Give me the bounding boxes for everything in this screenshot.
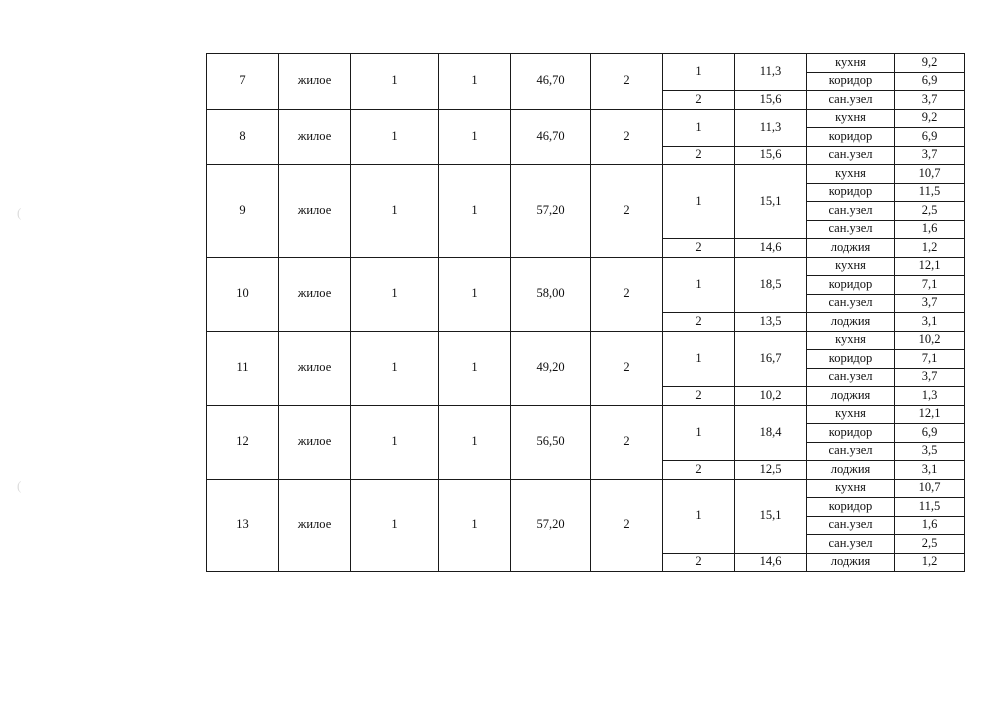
cell-room-number: 1 xyxy=(663,109,735,146)
cell-aux-room-area: 3,7 xyxy=(895,91,965,110)
cell-room-area: 11,3 xyxy=(735,54,807,91)
cell-aux-room-area: 1,3 xyxy=(895,387,965,406)
cell-unit-number: 11 xyxy=(207,331,279,405)
cell-aux-room-name: кухня xyxy=(807,54,895,73)
cell-total-area: 56,50 xyxy=(511,405,591,479)
cell-total-area: 57,20 xyxy=(511,479,591,572)
cell-room-number: 1 xyxy=(663,165,735,239)
cell-aux-room-name: сан.узел xyxy=(807,146,895,165)
scan-artifact-mark: ( xyxy=(17,205,22,220)
cell-level: 1 xyxy=(439,479,511,572)
cell-aux-room-name: коридор xyxy=(807,424,895,443)
cell-aux-room-area: 3,1 xyxy=(895,461,965,480)
cell-room-number: 2 xyxy=(663,461,735,480)
apartment-specification-table xyxy=(206,53,965,572)
cell-room-area: 15,1 xyxy=(735,479,807,553)
table-row xyxy=(207,109,965,128)
cell-aux-room-name: коридор xyxy=(807,72,895,91)
cell-aux-room-area: 6,9 xyxy=(895,424,965,443)
cell-purpose: жилое xyxy=(279,54,351,110)
cell-floor-count: 1 xyxy=(351,331,439,405)
cell-rooms-count: 2 xyxy=(591,479,663,572)
cell-room-number: 2 xyxy=(663,387,735,406)
cell-aux-room-area: 3,7 xyxy=(895,368,965,387)
cell-room-number: 2 xyxy=(663,553,735,572)
document-sheet xyxy=(206,53,964,572)
cell-room-area: 11,3 xyxy=(735,109,807,146)
cell-room-number: 1 xyxy=(663,479,735,553)
cell-aux-room-area: 3,7 xyxy=(895,294,965,313)
cell-aux-room-area: 6,9 xyxy=(895,128,965,147)
cell-aux-room-name: кухня xyxy=(807,479,895,498)
table-row xyxy=(207,331,965,350)
scan-artifact-mark: ( xyxy=(17,478,22,493)
cell-room-number: 1 xyxy=(663,405,735,461)
cell-rooms-count: 2 xyxy=(591,257,663,331)
cell-aux-room-area: 1,2 xyxy=(895,239,965,258)
cell-aux-room-area: 11,5 xyxy=(895,183,965,202)
cell-aux-room-area: 12,1 xyxy=(895,257,965,276)
cell-room-area: 14,6 xyxy=(735,553,807,572)
cell-aux-room-name: лоджия xyxy=(807,239,895,258)
cell-unit-number: 7 xyxy=(207,54,279,110)
table-row xyxy=(207,479,965,498)
cell-room-number: 1 xyxy=(663,331,735,387)
cell-aux-room-name: сан.узел xyxy=(807,202,895,221)
cell-aux-room-name: лоджия xyxy=(807,461,895,480)
cell-aux-room-name: коридор xyxy=(807,350,895,369)
cell-aux-room-name: лоджия xyxy=(807,387,895,406)
cell-aux-room-area: 6,9 xyxy=(895,72,965,91)
cell-aux-room-name: коридор xyxy=(807,183,895,202)
table-row xyxy=(207,257,965,276)
cell-aux-room-area: 3,7 xyxy=(895,146,965,165)
cell-total-area: 58,00 xyxy=(511,257,591,331)
cell-unit-number: 8 xyxy=(207,109,279,165)
cell-room-number: 1 xyxy=(663,257,735,313)
cell-aux-room-area: 3,5 xyxy=(895,442,965,461)
cell-aux-room-name: сан.узел xyxy=(807,516,895,535)
cell-aux-room-area: 9,2 xyxy=(895,54,965,73)
cell-aux-room-name: коридор xyxy=(807,128,895,147)
cell-rooms-count: 2 xyxy=(591,109,663,165)
cell-aux-room-name: кухня xyxy=(807,257,895,276)
cell-unit-number: 9 xyxy=(207,165,279,258)
cell-level: 1 xyxy=(439,54,511,110)
cell-aux-room-area: 10,7 xyxy=(895,165,965,184)
cell-room-area: 13,5 xyxy=(735,313,807,332)
table-row xyxy=(207,54,965,73)
cell-unit-number: 12 xyxy=(207,405,279,479)
cell-room-area: 10,2 xyxy=(735,387,807,406)
cell-floor-count: 1 xyxy=(351,165,439,258)
cell-aux-room-area: 12,1 xyxy=(895,405,965,424)
cell-level: 1 xyxy=(439,405,511,479)
table-row xyxy=(207,405,965,424)
cell-level: 1 xyxy=(439,165,511,258)
cell-room-area: 15,6 xyxy=(735,146,807,165)
cell-aux-room-name: коридор xyxy=(807,498,895,517)
cell-aux-room-area: 3,1 xyxy=(895,313,965,332)
cell-floor-count: 1 xyxy=(351,109,439,165)
cell-level: 1 xyxy=(439,257,511,331)
cell-floor-count: 1 xyxy=(351,479,439,572)
cell-aux-room-area: 7,1 xyxy=(895,276,965,295)
cell-aux-room-name: сан.узел xyxy=(807,294,895,313)
cell-room-number: 2 xyxy=(663,146,735,165)
cell-purpose: жилое xyxy=(279,405,351,479)
cell-aux-room-area: 1,6 xyxy=(895,220,965,239)
cell-aux-room-area: 2,5 xyxy=(895,202,965,221)
cell-rooms-count: 2 xyxy=(591,165,663,258)
cell-aux-room-name: лоджия xyxy=(807,553,895,572)
cell-aux-room-name: сан.узел xyxy=(807,220,895,239)
cell-room-area: 12,5 xyxy=(735,461,807,480)
cell-aux-room-name: кухня xyxy=(807,109,895,128)
cell-aux-room-name: лоджия xyxy=(807,313,895,332)
cell-aux-room-area: 1,6 xyxy=(895,516,965,535)
cell-aux-room-name: коридор xyxy=(807,276,895,295)
cell-purpose: жилое xyxy=(279,109,351,165)
cell-purpose: жилое xyxy=(279,331,351,405)
cell-aux-room-area: 11,5 xyxy=(895,498,965,517)
cell-room-area: 14,6 xyxy=(735,239,807,258)
cell-room-number: 2 xyxy=(663,91,735,110)
cell-total-area: 46,70 xyxy=(511,54,591,110)
cell-level: 1 xyxy=(439,331,511,405)
cell-room-number: 1 xyxy=(663,54,735,91)
cell-aux-room-area: 10,7 xyxy=(895,479,965,498)
cell-aux-room-name: сан.узел xyxy=(807,368,895,387)
cell-total-area: 46,70 xyxy=(511,109,591,165)
cell-aux-room-name: кухня xyxy=(807,405,895,424)
cell-rooms-count: 2 xyxy=(591,405,663,479)
cell-aux-room-area: 10,2 xyxy=(895,331,965,350)
cell-level: 1 xyxy=(439,109,511,165)
cell-total-area: 49,20 xyxy=(511,331,591,405)
cell-room-number: 2 xyxy=(663,239,735,258)
cell-aux-room-area: 7,1 xyxy=(895,350,965,369)
table-row xyxy=(207,165,965,184)
cell-aux-room-area: 2,5 xyxy=(895,535,965,554)
cell-room-area: 18,5 xyxy=(735,257,807,313)
cell-room-area: 18,4 xyxy=(735,405,807,461)
cell-floor-count: 1 xyxy=(351,54,439,110)
cell-rooms-count: 2 xyxy=(591,331,663,405)
cell-room-number: 2 xyxy=(663,313,735,332)
cell-rooms-count: 2 xyxy=(591,54,663,110)
cell-total-area: 57,20 xyxy=(511,165,591,258)
cell-purpose: жилое xyxy=(279,479,351,572)
cell-aux-room-name: сан.узел xyxy=(807,535,895,554)
cell-aux-room-area: 9,2 xyxy=(895,109,965,128)
cell-aux-room-area: 1,2 xyxy=(895,553,965,572)
cell-aux-room-name: сан.узел xyxy=(807,91,895,110)
cell-room-area: 15,6 xyxy=(735,91,807,110)
cell-purpose: жилое xyxy=(279,165,351,258)
cell-unit-number: 13 xyxy=(207,479,279,572)
cell-aux-room-name: кухня xyxy=(807,165,895,184)
cell-floor-count: 1 xyxy=(351,257,439,331)
cell-room-area: 16,7 xyxy=(735,331,807,387)
cell-aux-room-name: кухня xyxy=(807,331,895,350)
cell-floor-count: 1 xyxy=(351,405,439,479)
cell-aux-room-name: сан.узел xyxy=(807,442,895,461)
cell-unit-number: 10 xyxy=(207,257,279,331)
cell-purpose: жилое xyxy=(279,257,351,331)
cell-room-area: 15,1 xyxy=(735,165,807,239)
